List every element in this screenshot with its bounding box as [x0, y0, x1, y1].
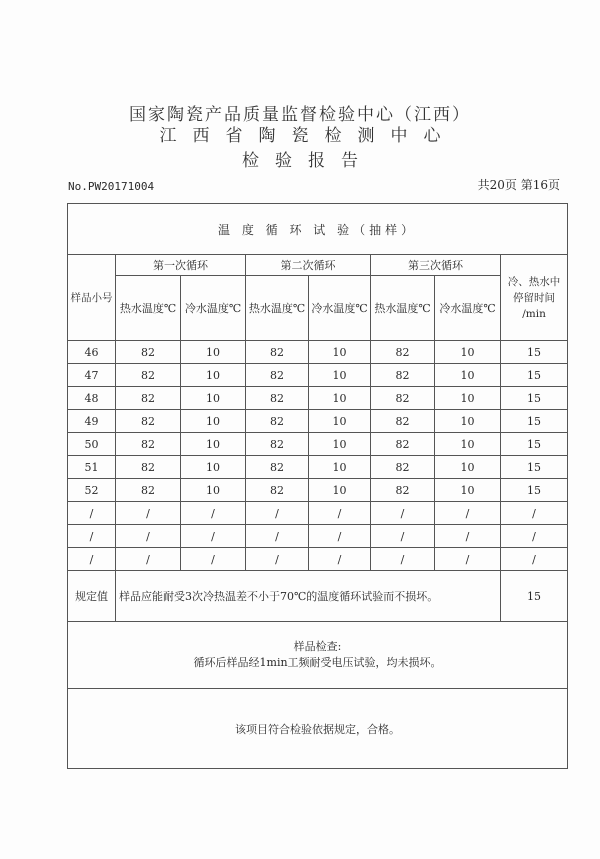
table-cell: 15: [501, 433, 568, 456]
table-cell: 10: [435, 341, 501, 364]
table-cell: 10: [435, 433, 501, 456]
cold-water-header: 冷水温度℃: [181, 276, 246, 341]
inspection-title: 样品检查:: [293, 640, 342, 653]
table-cell: 10: [181, 341, 246, 364]
table-cell: /: [246, 502, 309, 525]
table-title: 温 度 循 环 试 验（抽样）: [68, 204, 568, 255]
table-cell: /: [371, 548, 435, 571]
table-cell: 10: [181, 433, 246, 456]
report-type-title: 检验报告: [242, 151, 374, 171]
hot-water-header: 热水温度℃: [371, 276, 435, 341]
table-cell: 46: [68, 341, 116, 364]
table-cell: /: [181, 525, 246, 548]
table-cell: 49: [68, 410, 116, 433]
table-cell: 82: [246, 456, 309, 479]
table-cell: 82: [371, 456, 435, 479]
table-cell: /: [246, 525, 309, 548]
cycle-3-header: 第三次循环: [371, 255, 501, 276]
table-cell: 10: [435, 479, 501, 502]
requirement-text: 样品应能耐受3次冷热温差不小于70℃的温度循环试验而不损坏。: [116, 571, 501, 622]
table-cell: 10: [309, 479, 371, 502]
table-cell: 10: [435, 456, 501, 479]
table-cell: /: [435, 525, 501, 548]
conclusion-text: 该项目符合检验依据规定，合格。: [68, 689, 568, 769]
table-cell: /: [435, 548, 501, 571]
requirement-value: 15: [501, 571, 568, 622]
table-cell: 82: [371, 479, 435, 502]
table-cell: 52: [68, 479, 116, 502]
table-cell: 10: [181, 387, 246, 410]
table-cell: 82: [246, 364, 309, 387]
table-cell: 82: [246, 410, 309, 433]
table-cell: 10: [309, 433, 371, 456]
table-cell: 10: [309, 364, 371, 387]
table-cell: 82: [246, 433, 309, 456]
table-cell: 10: [181, 410, 246, 433]
table-row: [68, 525, 568, 548]
cold-water-header: 冷水温度℃: [309, 276, 371, 341]
table-cell: 10: [435, 387, 501, 410]
table-cell: /: [501, 502, 568, 525]
table-cell: 82: [371, 410, 435, 433]
table-cell: /: [435, 502, 501, 525]
table-cell: /: [181, 548, 246, 571]
table-cell: 50: [68, 433, 116, 456]
table-cell: 82: [116, 433, 181, 456]
report-center-title: 江西省陶瓷检测中心: [159, 126, 457, 146]
table-cell: /: [309, 525, 371, 548]
table-cell: 82: [116, 341, 181, 364]
table-cell: 48: [68, 387, 116, 410]
table-cell: /: [68, 502, 116, 525]
table-cell: 82: [371, 341, 435, 364]
table-cell: 10: [181, 364, 246, 387]
hot-water-header: 热水温度℃: [246, 276, 309, 341]
stay-time-header-line: /min: [522, 307, 546, 320]
table-row: [68, 364, 568, 387]
table-cell: 10: [309, 410, 371, 433]
table-cell: 10: [309, 341, 371, 364]
table-cell: 10: [435, 364, 501, 387]
table-cell: /: [501, 548, 568, 571]
document-number: No.PW20171004: [68, 180, 155, 193]
table-cell: 15: [501, 479, 568, 502]
cycle-2-header: 第二次循环: [246, 255, 371, 276]
table-row: [68, 456, 568, 479]
table-cell: /: [116, 502, 181, 525]
table-cell: 15: [501, 456, 568, 479]
table-cell: 10: [435, 410, 501, 433]
table-cell: /: [501, 525, 568, 548]
table-cell: 82: [116, 387, 181, 410]
table-cell: 82: [116, 456, 181, 479]
report-org-title: 国家陶瓷产品质量监督检验中心（江西）: [129, 105, 471, 125]
table-cell: 51: [68, 456, 116, 479]
table-cell: 82: [371, 364, 435, 387]
table-row: [68, 502, 568, 525]
table-cell: 10: [309, 456, 371, 479]
inspection-cell: [68, 622, 568, 689]
table-cell: 82: [116, 410, 181, 433]
table-cell: 82: [371, 433, 435, 456]
table-row: [68, 479, 568, 502]
requirement-label: 规定值: [68, 571, 116, 622]
table-cell: /: [371, 502, 435, 525]
page-info: 共20页 第16页: [477, 178, 560, 192]
hot-water-header: 热水温度℃: [116, 276, 181, 341]
table-cell: 15: [501, 410, 568, 433]
table-row: [68, 548, 568, 571]
table-cell: 10: [309, 387, 371, 410]
table-cell: 10: [181, 479, 246, 502]
table-cell: 82: [371, 387, 435, 410]
table-cell: /: [116, 548, 181, 571]
table-cell: 82: [246, 387, 309, 410]
sample-number-header: 样品小号: [68, 255, 116, 341]
table-cell: 82: [246, 479, 309, 502]
cycle-1-header: 第一次循环: [116, 255, 246, 276]
cold-water-header: 冷水温度℃: [435, 276, 501, 341]
table-cell: /: [68, 548, 116, 571]
table-cell: 82: [116, 364, 181, 387]
table-cell: /: [309, 548, 371, 571]
table-row: [68, 410, 568, 433]
table-cell: /: [246, 548, 309, 571]
table-row: [68, 341, 568, 364]
table-row: [68, 433, 568, 456]
table-cell: /: [116, 525, 181, 548]
table-row: [68, 387, 568, 410]
stay-time-header-line: 停留时间: [513, 291, 556, 304]
table-cell: /: [181, 502, 246, 525]
table-cell: 10: [181, 456, 246, 479]
table-cell: 47: [68, 364, 116, 387]
inspection-text: 循环后样品经1min工频耐受电压试验，均未损坏。: [193, 656, 442, 669]
table-cell: /: [309, 502, 371, 525]
table-cell: /: [68, 525, 116, 548]
table-cell: 15: [501, 341, 568, 364]
table-cell: 82: [246, 341, 309, 364]
table-cell: 15: [501, 387, 568, 410]
temperature-cycle-table: [67, 203, 568, 769]
table-cell: /: [371, 525, 435, 548]
table-cell: 15: [501, 364, 568, 387]
stay-time-header: [501, 255, 568, 341]
table-cell: 82: [116, 479, 181, 502]
stay-time-header-line: 冷、热水中: [507, 275, 561, 288]
